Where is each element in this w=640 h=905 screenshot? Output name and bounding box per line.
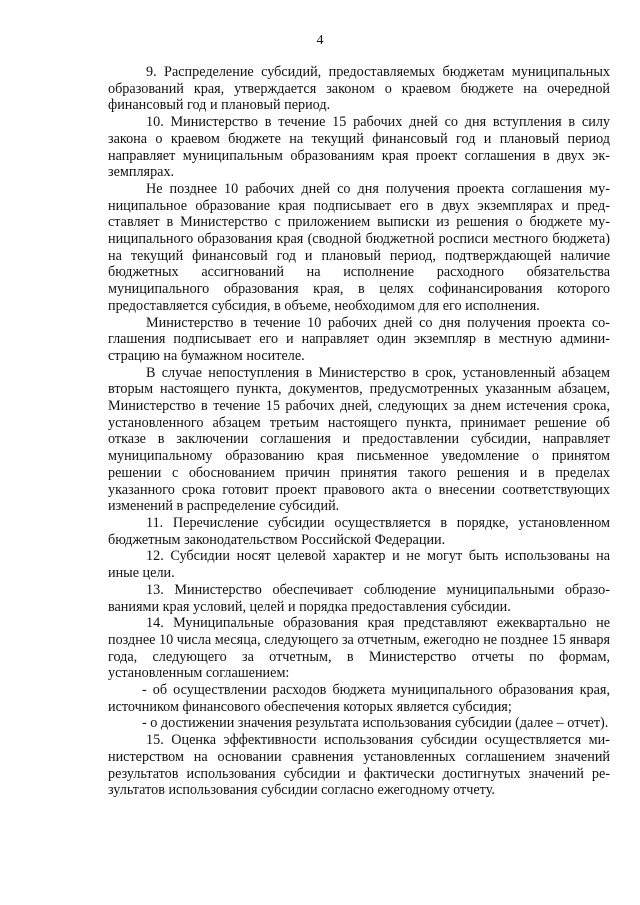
page-number: 4 bbox=[316, 33, 324, 48]
paragraph-10-part-2: Не позднее 10 рабочих дней со дня получения проекта соглашения муниципальное образование края подписывает его в двух экземплярах и представляет в Министерство с приложением выписки из решения о бюджете муниципального образования края (сводной бюджетной росписи местного бюджета) на текущий финансовый год и плановый период, подтверждающей наличие бюджетных ассигнований на исполнение расходного обязательства муниципального образования края, в целях софинансирования которого предоставляется субсидия, в объеме, необходимом для его исполнения. bbox=[108, 180, 610, 314]
paragraph-10-part-4: В случае непоступления в Министерство в срок, установленный абзацем вторым настоящего пункта, документов, предусмотренных указанным абзацем, Министерство в течение 15 рабочих дней, следующих за днем истечения срока, установленного абзацем третьим настоящего пункта, принимает решение об отказе в заключении соглашения и предоставлении субсидии, направляет муниципальному образованию края письменное уведомление о принятом решении с обоснованием причин принятия такого решения и в пределах указанного срока готовит проект правового акта о внесении соответствующих изменений в распределение субсидий. bbox=[108, 364, 610, 515]
paragraph-9: 9. Распределение субсидий, предоставляемых бюджетам муниципальных образований края, утверждается законом о краевом бюджете на очередной финансовый год и плановый период. bbox=[108, 64, 610, 114]
paragraph-14-item-1: - об осуществлении расходов бюджета муниципального образования края, источником финансового обеспечения которых является субсидия; bbox=[108, 682, 610, 715]
paragraph-13: 13. Министерство обеспечивает соблюдение муниципальными образованиями края условий, целей и порядка предоставления субсидии. bbox=[108, 581, 610, 615]
paragraph-10: 10. Министерство в течение 15 рабочих дней со дня вступления в силу закона о краевом бюджете на текущий финансовый год и плановый период направляет муниципальным образованиям края проект соглашения в двух экземплярах. bbox=[108, 114, 610, 181]
paragraph-11: 11. Перечисление субсидии осуществляется в порядке, установленном бюджетным законодательством Российской Федерации. bbox=[108, 514, 610, 548]
paragraph-14: 14. Муниципальные образования края представляют ежеквартально не позднее 10 числа месяца, следующего за отчетным, ежегодно не позднее 15 января года, следующего за отчетным, в Министерство отчеты по формам, установленным соглашением: bbox=[108, 615, 610, 682]
paragraph-10-part-3: Министерство в течение 10 рабочих дней со дня получения проекта соглашения подписывает его и направляет один экземпляр в местную администрацию на бумажном носителе. bbox=[108, 314, 610, 364]
paragraph-14-item-2: - о достижении значения результата использования субсидии (далее – отчет). bbox=[142, 715, 609, 732]
paragraph-15: 15. Оценка эффективности использования субсидии осуществляется министерством на основании сравнения установленных соглашением значений результатов использования субсидии и фактически достигнутых значений результатов использования субсидии согласно ежегодному отчету. bbox=[108, 732, 610, 799]
document-body bbox=[108, 64, 610, 799]
paragraph-12: 12. Субсидии носят целевой характер и не могут быть использованы на иные цели. bbox=[108, 548, 610, 582]
